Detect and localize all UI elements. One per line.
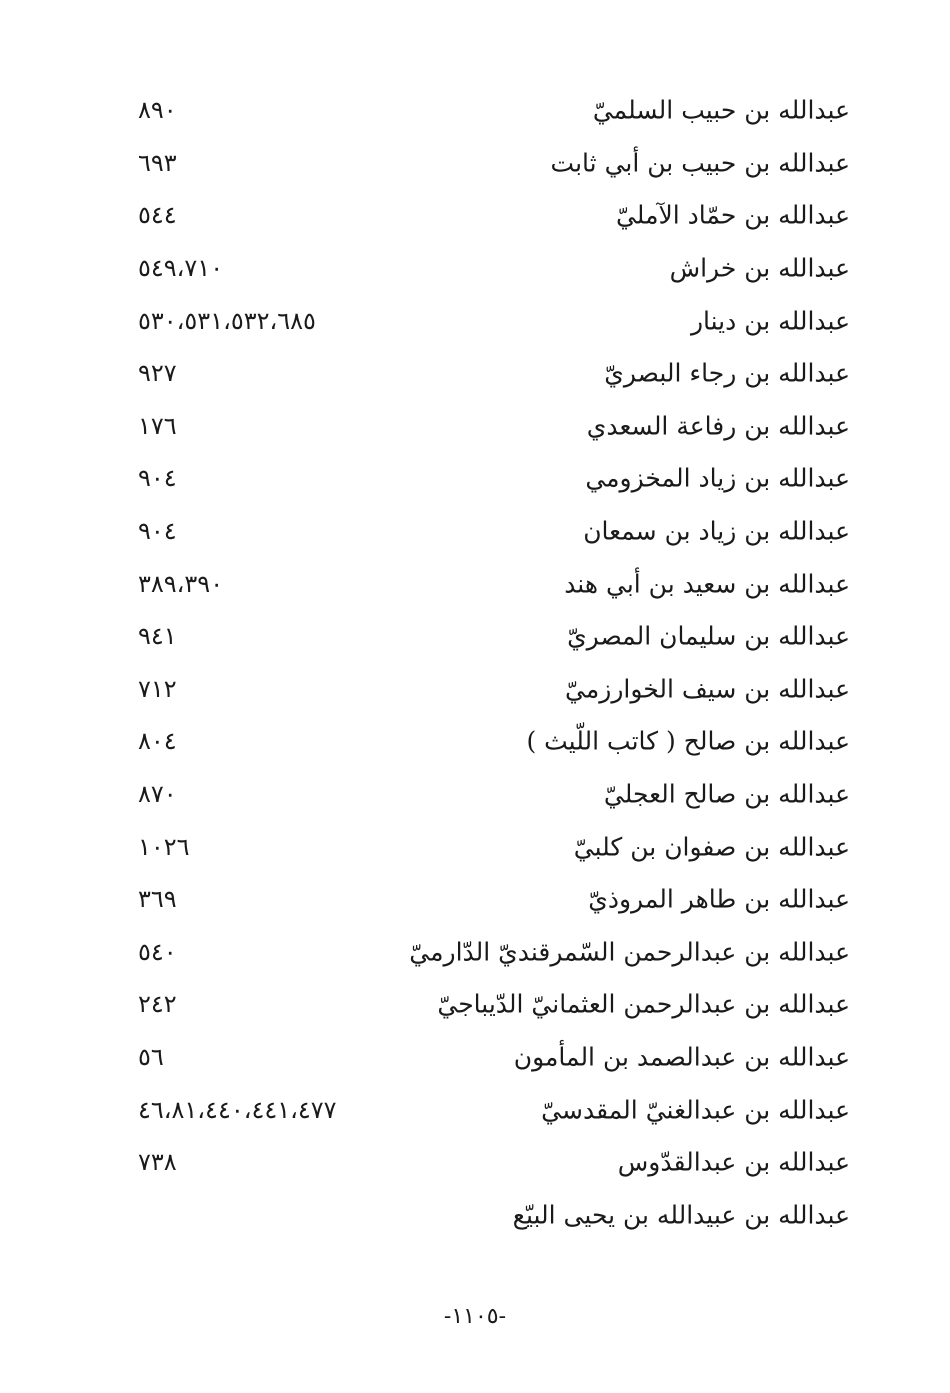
entry-name: عبدالله بن حبيب بن أبي ثابت <box>550 148 850 178</box>
index-entry <box>110 715 850 768</box>
entry-name: عبدالله بن رفاعة السعدي <box>586 411 850 441</box>
entry-page-refs: ٥٦ <box>138 1042 164 1071</box>
index-entry <box>110 873 850 926</box>
index-entry <box>110 1031 850 1084</box>
index-entry <box>110 347 850 400</box>
entry-name: عبدالله بن عبدالرحمن العثمانيّ الدّيباجيّ <box>437 989 850 1019</box>
entry-page-refs: ٥٣٠،٥٣١،٥٣٢،٦٨٥ <box>138 306 316 335</box>
entry-name: عبدالله بن عبيدالله بن يحيى البيّع <box>512 1200 850 1230</box>
index-entry <box>110 84 850 137</box>
entry-name: عبدالله بن طاهر المروذيّ <box>588 884 850 914</box>
index-entry <box>110 978 850 1031</box>
entry-name: عبدالله بن حبيب السلميّ <box>592 95 850 125</box>
name-index-list <box>110 84 850 1241</box>
entry-name: عبدالله بن رجاء البصريّ <box>604 358 850 388</box>
entry-page-refs: ٩٢٧ <box>138 359 177 388</box>
entry-page-refs: ٣٦٩ <box>138 885 177 914</box>
index-entry <box>110 768 850 821</box>
entry-name: عبدالله بن عبدالصمد بن المأمون <box>513 1042 850 1072</box>
page-number: -١١٠٥- <box>443 1304 507 1329</box>
index-entry <box>110 294 850 347</box>
entry-name: عبدالله بن صفوان بن كلبيّ <box>573 832 850 862</box>
entry-name: عبدالله بن عبدالغنيّ المقدسيّ <box>541 1095 850 1125</box>
entry-page-refs: ٢٤٢ <box>138 990 177 1019</box>
entry-name: عبدالله بن عبدالقدّوس <box>617 1147 850 1177</box>
entry-name: عبدالله بن حمّاد الآمليّ <box>615 200 850 230</box>
index-entry <box>110 189 850 242</box>
index-entry <box>110 505 850 558</box>
index-entry <box>110 926 850 979</box>
entry-page-refs: ٧١٢ <box>138 674 177 703</box>
entry-page-refs: ٩٠٤ <box>138 517 177 546</box>
entry-page-refs: ٦٩٣ <box>138 148 177 177</box>
entry-page-refs: ٨٩٠ <box>138 96 177 125</box>
entry-name: عبدالله بن دينار <box>690 306 850 336</box>
index-entry <box>110 137 850 190</box>
entry-page-refs: ٣٨٩،٣٩٠ <box>138 569 224 598</box>
entry-name: عبدالله بن عبدالرحمن السّمرقنديّ الدّارميّ <box>409 937 850 967</box>
entry-page-refs: ١٠٢٦ <box>138 832 190 861</box>
entry-page-refs: ٥٤٩،٧١٠ <box>138 254 224 283</box>
entry-page-refs: ٧٣٨ <box>138 1148 177 1177</box>
entry-name: عبدالله بن خراش <box>669 253 850 283</box>
entry-name: عبدالله بن سيف الخوارزميّ <box>565 674 850 704</box>
index-entry <box>110 663 850 716</box>
entry-name: عبدالله بن زياد المخزومي <box>585 463 850 493</box>
index-entry <box>110 610 850 663</box>
entry-name: عبدالله بن سليمان المصريّ <box>567 621 850 651</box>
index-entry <box>110 1136 850 1189</box>
entry-name: عبدالله بن سعيد بن أبي هند <box>564 569 850 599</box>
entry-name: عبدالله بن زياد بن سمعان <box>583 516 850 546</box>
entry-page-refs: ٨٠٤ <box>138 727 177 756</box>
index-entry <box>110 557 850 610</box>
index-entry <box>110 452 850 505</box>
entry-name: عبدالله بن صالح ( كاتب اللّيث ) <box>526 726 850 756</box>
index-entry <box>110 400 850 453</box>
entry-page-refs: ٩٠٤ <box>138 464 177 493</box>
entry-page-refs: ٤٦،٨١،٤٤٠،٤٤١،٤٧٧ <box>138 1095 337 1124</box>
index-entry <box>110 1083 850 1136</box>
index-entry <box>110 242 850 295</box>
entry-page-refs: ١٧٦ <box>138 411 177 440</box>
entry-page-refs: ٥٤٤ <box>138 201 177 230</box>
entry-page-refs: ٩٤١ <box>138 622 177 651</box>
index-entry <box>110 1188 850 1241</box>
entry-page-refs: ٥٤٠ <box>138 937 177 966</box>
index-entry <box>110 820 850 873</box>
entry-name: عبدالله بن صالح العجليّ <box>603 779 850 809</box>
entry-page-refs: ٨٧٠ <box>138 780 177 809</box>
